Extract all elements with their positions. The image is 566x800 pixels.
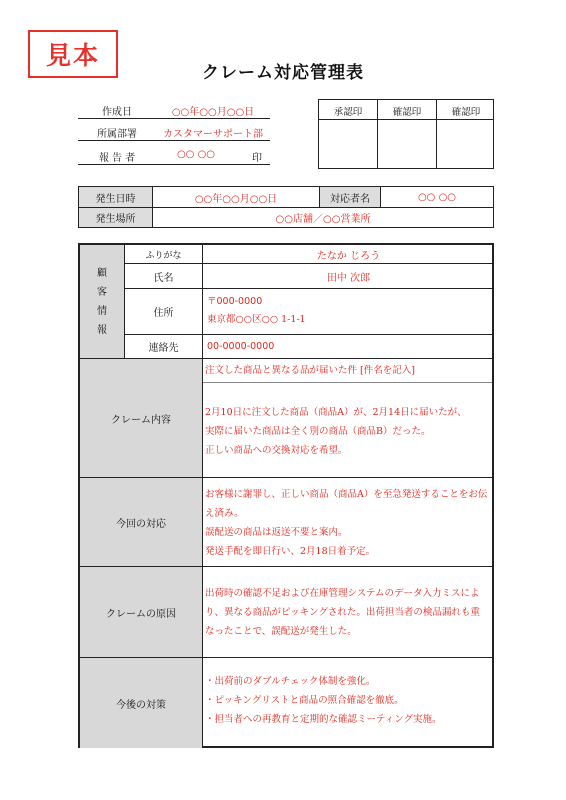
reporter-seal-mark: 印: [252, 153, 262, 164]
handler-label: 対応者名: [320, 187, 380, 207]
created-date-row: [78, 99, 270, 119]
measures-line-2: ・ピッキングリストと商品の照合確認を徹底。: [205, 695, 404, 706]
name-value: 田中 次郎: [326, 272, 371, 284]
occurred-date-label: 発生日時: [79, 187, 152, 207]
complaint-detail-3: 正しい商品への交換対応を希望。: [205, 445, 348, 456]
address-value: 東京都○○区○○ 1-1-1: [207, 314, 306, 325]
occurred-date-value: ○○年○○月○○日: [194, 193, 278, 205]
phone-label: 連絡先: [148, 343, 179, 354]
department-row: [78, 121, 270, 141]
reporter-row: [78, 145, 270, 165]
complaint-detail-2: 実際に届いた商品は全く別の商品（商品B）だった。: [205, 426, 431, 437]
created-date-value: ○○年○○月○○日: [171, 107, 255, 118]
measures-label: 今後の対策: [116, 699, 166, 711]
department-value: カスタマーサポート部: [163, 129, 263, 140]
place-label: 発生場所: [79, 208, 152, 227]
response-line-1: お客様に謝罪し、正しい商品（商品A）を至急発送することをお伝: [205, 489, 488, 500]
occurrence-table: [78, 186, 494, 228]
name-label: 氏名: [153, 272, 174, 284]
detail-table: [78, 243, 494, 748]
measures-line-1: ・出荷前のダブルチェック体制を強化。: [205, 676, 376, 687]
complaint-label: クレーム内容: [111, 414, 171, 426]
response-line-3: 誤配送の商品は返送不要と案内。: [205, 527, 348, 538]
furigana-value: たなか じろう: [316, 250, 381, 262]
cause-line-2: り、異なる商品がピッキングされた。出荷担当者の検品漏れも重: [205, 607, 480, 618]
complaint-detail-1: 2月10日に注文した商品（商品A）が、2月14日に届いたが、: [205, 407, 467, 418]
page-title: クレーム対応管理表: [202, 63, 364, 83]
reporter-label: 報 告 者: [98, 153, 136, 164]
cause-line-3: なったことで、誤配送が発生した。: [205, 626, 357, 637]
handler-value: ○○ ○○: [417, 191, 457, 203]
address-label: 住所: [153, 308, 174, 319]
cause-label: クレームの原因: [106, 608, 176, 620]
approval-seal-1: 承認印: [333, 107, 363, 118]
approval-check-seal-2: 確認印: [451, 107, 481, 118]
furigana-label: ふりがな: [145, 250, 182, 261]
department-label: 所属部署: [97, 129, 137, 140]
approval-box: [318, 99, 494, 169]
sample-stamp: 見本: [28, 30, 118, 78]
place-value: ○○店舗／○○営業所: [275, 214, 371, 225]
approval-check-seal-1: 確認印: [392, 107, 422, 118]
customer-info-section-label: 顧 客 情 報: [97, 267, 107, 336]
response-line-2: え済み。: [205, 508, 244, 519]
created-date-label: 作成日: [102, 107, 132, 118]
reporter-value: ○○ ○○: [176, 149, 216, 160]
cause-line-1: 出荷時の確認不足および在庫管理システムのデータ入力ミスによ: [205, 588, 480, 599]
complaint-subject: 注文した商品と異なる品が届いた件 [件名を記入]: [205, 365, 415, 376]
measures-line-3: ・担当者への再教育と定期的な確認ミーティング実施。: [205, 714, 442, 725]
response-label: 今回の対応: [116, 518, 166, 530]
response-line-4: 発送手配を即日行い、2月18日着予定。: [205, 546, 376, 557]
postal-code: 〒000-0000: [207, 296, 263, 307]
phone-value: 00-0000-0000: [207, 341, 275, 352]
